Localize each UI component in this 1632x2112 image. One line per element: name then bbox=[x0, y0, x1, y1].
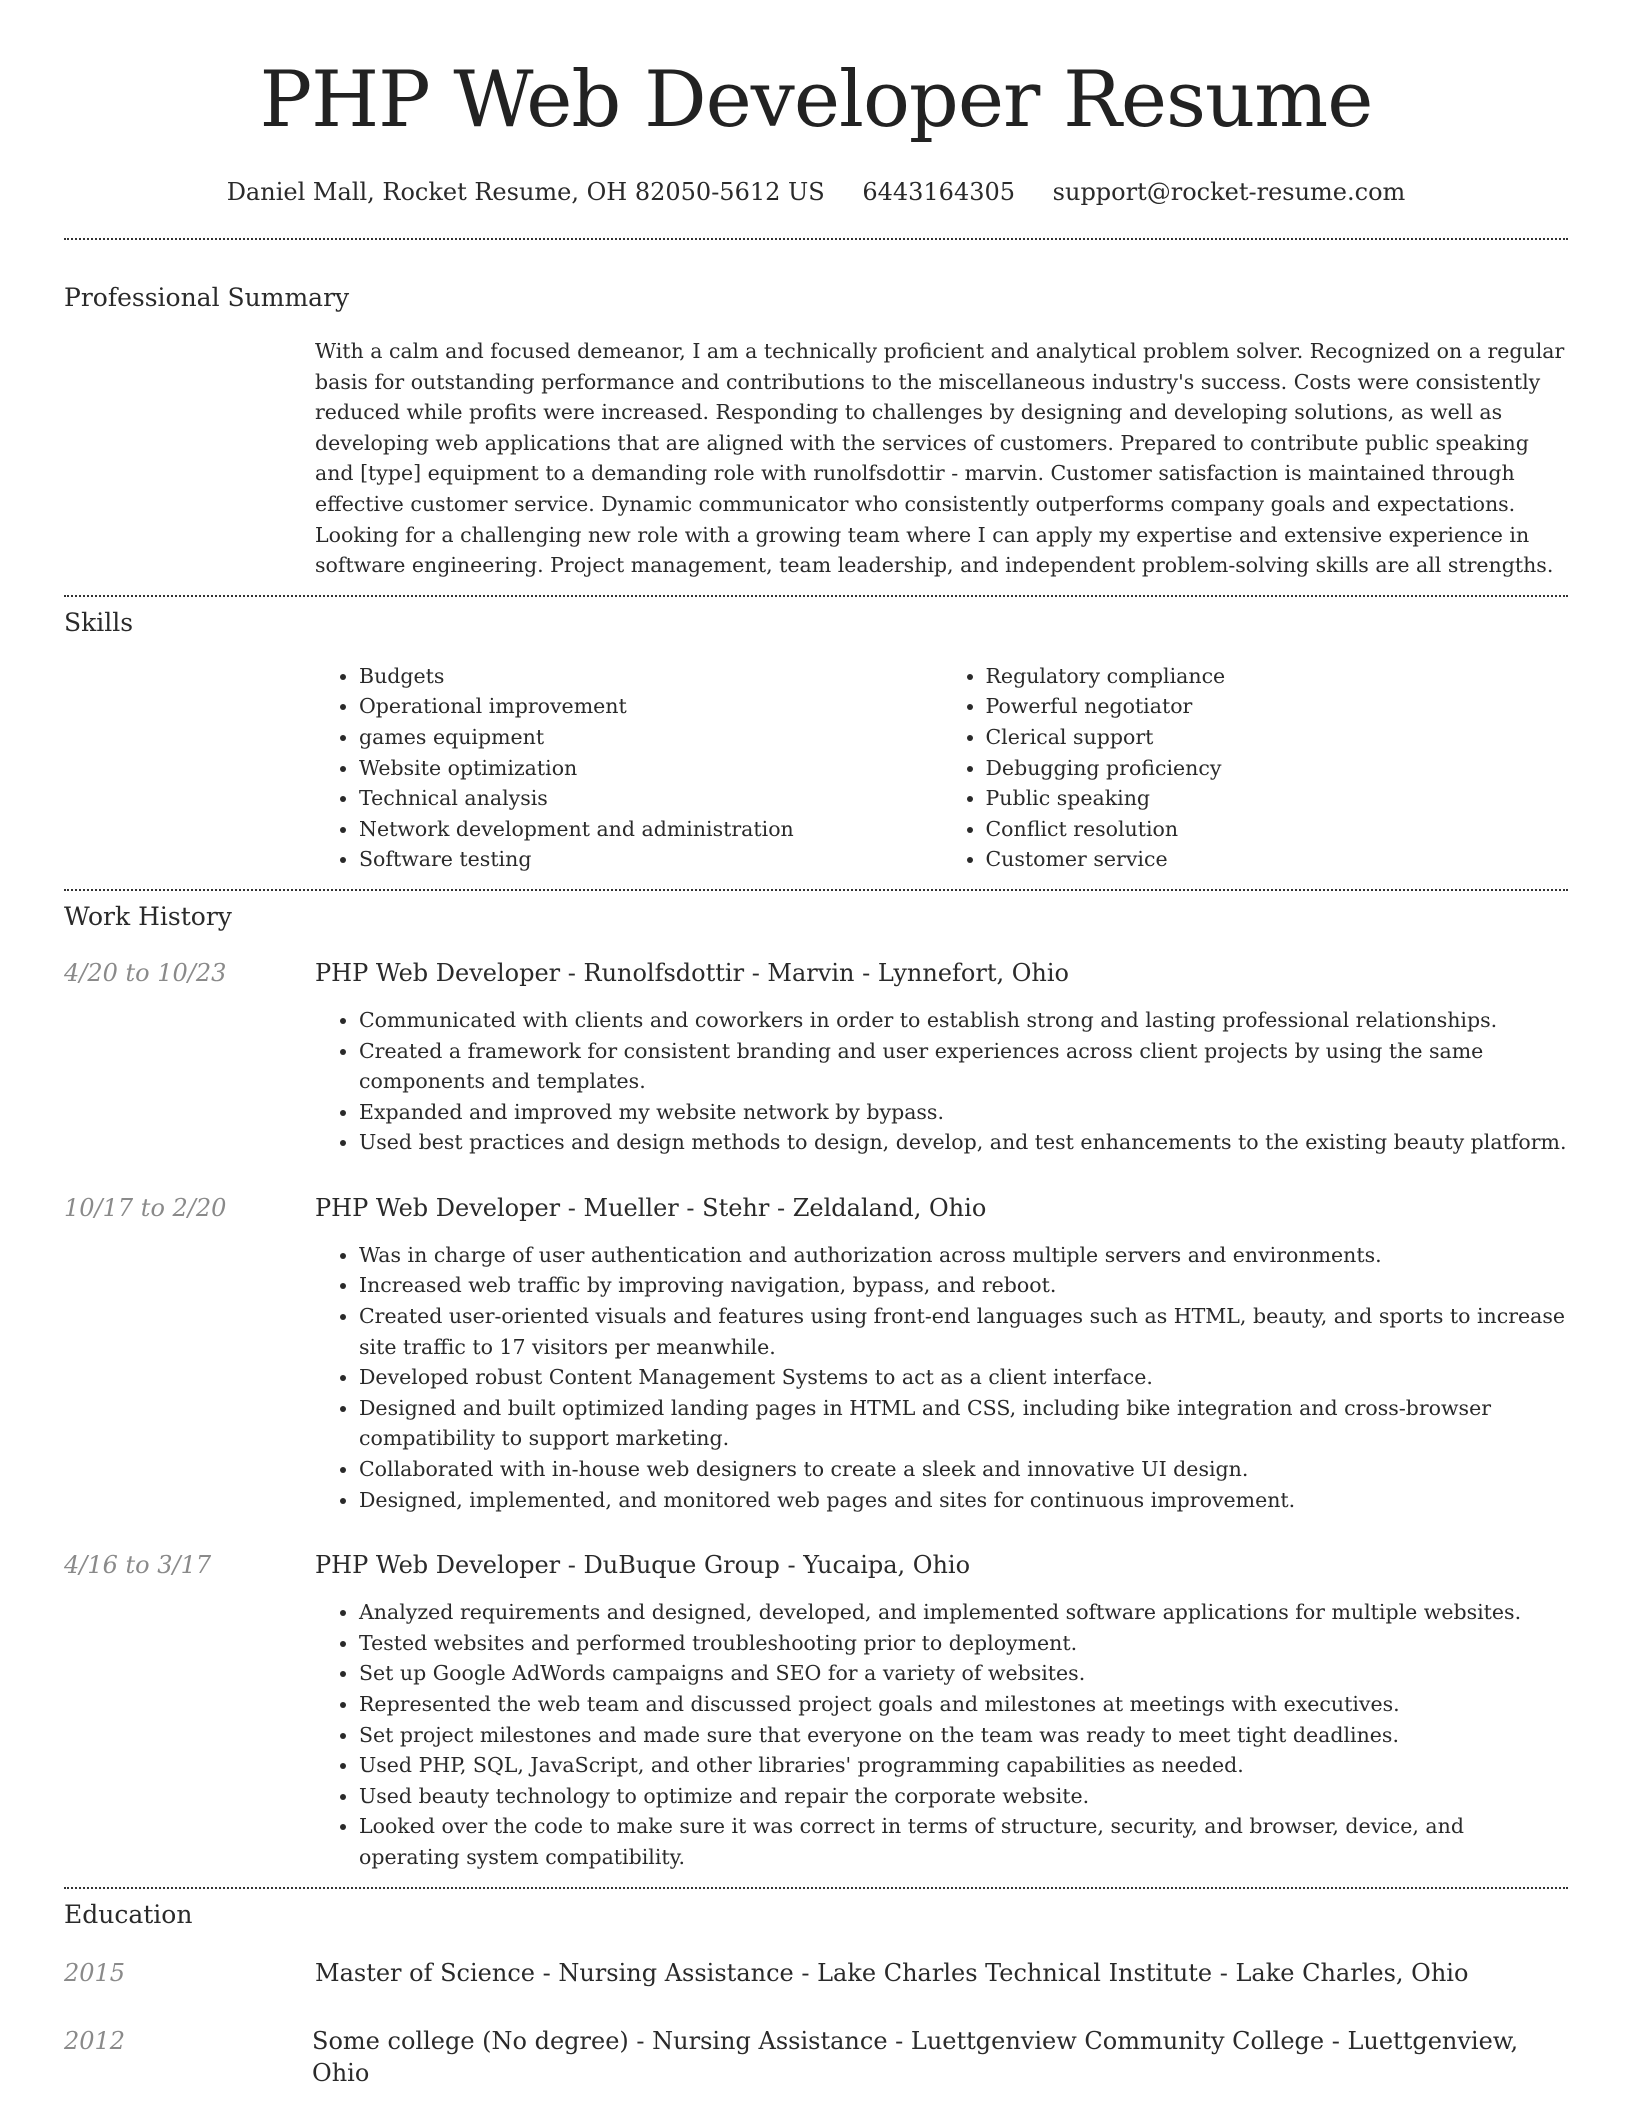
skill-item: • Technical analysis bbox=[359, 783, 942, 814]
contact-phone: 6443164305 bbox=[862, 178, 1016, 206]
education-degree: Some college (No degree) - Nursing Assistance - Luettgenview Community College - Luettgenview, Ohio bbox=[312, 2026, 1519, 2087]
job-entry bbox=[64, 957, 1568, 989]
section-heading-summary: Professional Summary bbox=[64, 283, 350, 312]
skills-column-left bbox=[315, 661, 942, 875]
job-bullets bbox=[315, 1597, 1568, 1872]
education-entry bbox=[64, 2025, 1568, 2089]
skill-item: • games equipment bbox=[359, 722, 942, 753]
skill-item: • Customer service bbox=[986, 844, 1569, 875]
job-bullet: • Increased web traffic by improving navigation, bypass, and reboot. bbox=[359, 1270, 1568, 1301]
job-bullet: • Set up Google AdWords campaigns and SEO for a variety of websites. bbox=[359, 1658, 1568, 1689]
page-title: PHP Web Developer Resume bbox=[259, 55, 1373, 145]
job-dates: 4/16 to 3/17 bbox=[64, 1551, 212, 1580]
job-bullet: • Collaborated with in-house web designers to create a sleek and innovative UI design. bbox=[359, 1454, 1568, 1485]
job-title: PHP Web Developer - Mueller - Stehr - Zeldaland, Ohio bbox=[315, 1193, 987, 1222]
skill-item: • Clerical support bbox=[986, 722, 1569, 753]
job-entry bbox=[64, 1549, 1568, 1581]
summary-text: With a calm and focused demeanor, I am a technically proficient and analytical problem solver. Recognized on a regular basis for outstanding performance and contributions to the miscellaneous industry's success. Costs were consistently reduced while profits were increased. Responding to challenges by designing and developing solutions, as well as developing web applications that are aligned with the services of customers. Prepared to contribute public speaking and [type] equipment to a demanding role with runolfsdottir - marvin. Customer satisfaction is maintained through effective customer service. Dynamic communicator who consistently outperforms company goals and expectations. Looking for a challenging new role with a growing team where I can apply my expertise and extensive experience in software engineering. Project management, team leadership, and independent problem-solving skills are all strengths. bbox=[315, 339, 1565, 578]
job-bullet: • Used beauty technology to optimize and repair the corporate website. bbox=[359, 1781, 1568, 1812]
skill-item: • Public speaking bbox=[986, 783, 1569, 814]
section-heading-skills: Skills bbox=[64, 607, 134, 637]
contact-line bbox=[64, 176, 1568, 208]
section-divider bbox=[64, 889, 1568, 891]
contact-email: support@rocket-resume.com bbox=[1052, 178, 1406, 206]
job-bullets bbox=[315, 1240, 1568, 1515]
education-year: 2015 bbox=[64, 1958, 126, 1987]
job-bullet: • Used PHP, SQL, JavaScript, and other libraries' programming capabilities as needed. bbox=[359, 1750, 1568, 1781]
job-entry bbox=[64, 1192, 1568, 1224]
skill-item: • Debugging proficiency bbox=[986, 753, 1569, 784]
job-bullet: • Designed and built optimized landing pages in HTML and CSS, including bike integration and cross-browser compatibility to support marketing. bbox=[359, 1393, 1568, 1454]
job-dates: 4/20 to 10/23 bbox=[64, 958, 227, 987]
section-divider bbox=[64, 595, 1568, 597]
job-bullet: • Communicated with clients and coworkers in order to establish strong and lasting professional relationships. bbox=[359, 1005, 1568, 1036]
education-degree: Master of Science - Nursing Assistance - Lake Charles Technical Institute - Lake Charles, Ohio bbox=[315, 1958, 1469, 1987]
skill-item: • Regulatory compliance bbox=[986, 661, 1569, 692]
skill-item: • Conflict resolution bbox=[986, 814, 1569, 845]
job-bullet: • Developed robust Content Management Systems to act as a client interface. bbox=[359, 1362, 1568, 1393]
section-divider bbox=[64, 238, 1568, 240]
skill-item: • Operational improvement bbox=[359, 691, 942, 722]
skill-item: • Software testing bbox=[359, 844, 942, 875]
job-bullets bbox=[315, 1005, 1568, 1158]
job-bullet: • Used best practices and design methods to design, develop, and test enhancements to the existing beauty platform. bbox=[359, 1127, 1568, 1158]
contact-address: Daniel Mall, Rocket Resume, OH 82050-5612 US bbox=[226, 178, 825, 206]
skill-item: • Website optimization bbox=[359, 753, 942, 784]
skills-list bbox=[315, 661, 1568, 875]
job-bullet: • Analyzed requirements and designed, developed, and implemented software applications for multiple websites. bbox=[359, 1597, 1568, 1628]
section-heading-work: Work History bbox=[64, 901, 232, 931]
job-title: PHP Web Developer - Runolfsdottir - Marvin - Lynnefort, Ohio bbox=[315, 958, 1069, 987]
skill-item: • Powerful negotiator bbox=[986, 691, 1569, 722]
job-bullet: • Designed, implemented, and monitored web pages and sites for continuous improvement. bbox=[359, 1485, 1568, 1516]
job-bullet: • Looked over the code to make sure it was correct in terms of structure, security, and browser, device, and operating system compatibility. bbox=[359, 1811, 1568, 1872]
job-bullet: • Tested websites and performed troubleshooting prior to deployment. bbox=[359, 1628, 1568, 1659]
job-bullet: • Expanded and improved my website network by bypass. bbox=[359, 1097, 1568, 1128]
section-heading-education: Education bbox=[64, 1899, 193, 1929]
job-title: PHP Web Developer - DuBuque Group - Yucaipa, Ohio bbox=[315, 1551, 971, 1580]
education-entry bbox=[64, 1957, 1568, 1989]
skill-item: • Budgets bbox=[359, 661, 942, 692]
job-bullet: • Created user-oriented visuals and features using front-end languages such as HTML, beauty, and sports to increase site traffic to 17 visitors per meanwhile. bbox=[359, 1301, 1568, 1362]
skill-item: • Network development and administration bbox=[359, 814, 942, 845]
section-divider bbox=[64, 1887, 1568, 1889]
job-bullet: • Represented the web team and discussed project goals and milestones at meetings with executives. bbox=[359, 1689, 1568, 1720]
job-bullet: • Created a framework for consistent branding and user experiences across client projects by using the same components and templates. bbox=[359, 1036, 1568, 1097]
skills-column-right bbox=[942, 661, 1569, 875]
resume-page bbox=[64, 0, 1568, 2089]
job-dates: 10/17 to 2/20 bbox=[64, 1193, 227, 1222]
job-bullet: • Was in charge of user authentication and authorization across multiple servers and environments. bbox=[359, 1240, 1568, 1271]
education-year: 2012 bbox=[64, 2026, 126, 2055]
job-bullet: • Set project milestones and made sure that everyone on the team was ready to meet tight deadlines. bbox=[359, 1720, 1568, 1751]
